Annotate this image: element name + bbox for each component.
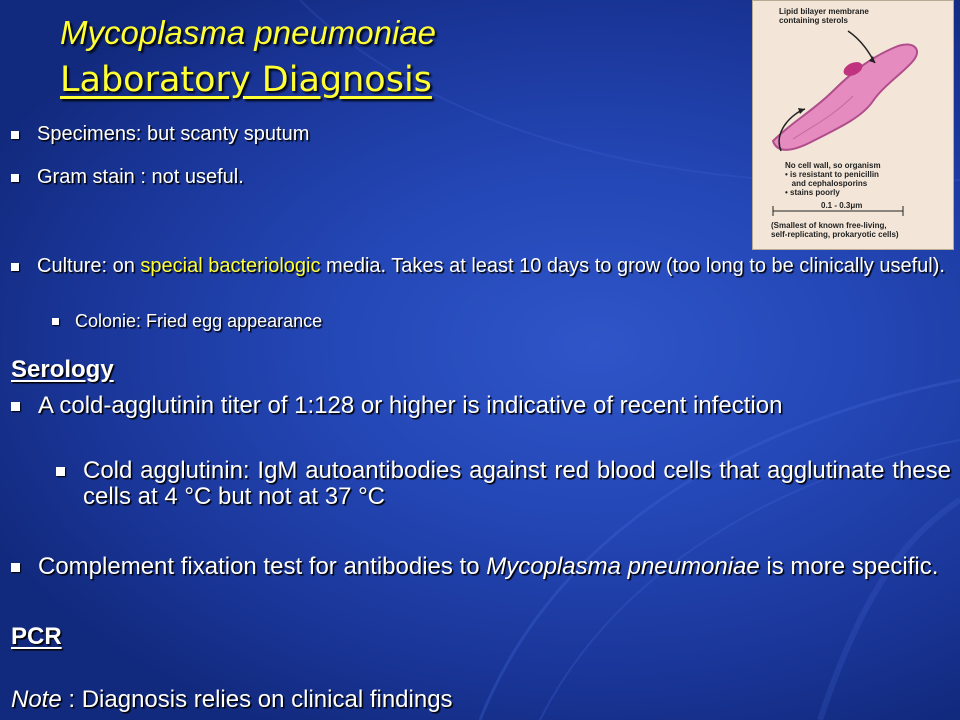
mycoplasma-illustration: [752, 0, 954, 250]
bullet-marker: [11, 563, 20, 572]
culture-suffix: media. Takes at least 10 days to grow (too long to be clinically useful).: [320, 255, 945, 277]
membrane-label-2: containing sterols: [779, 16, 848, 25]
culture-prefix: Culture: on: [37, 255, 141, 277]
bullet-marker: [11, 402, 20, 411]
cold-agglutinin-text: Cold agglutinin: IgM autoantibodies against red blood cells that agglutinate these cells at 4 °C but not at 37 °C: [83, 457, 951, 510]
cold-titer-text: A cold-agglutinin titer of 1:128 or higher is indicative of recent infection: [38, 392, 783, 419]
bullet-cold-agglutinin: [56, 458, 951, 510]
bullet-complement-fixation: [11, 554, 951, 580]
colonie-text: Colonie: Fried egg appearance: [75, 311, 323, 331]
note-text: : Diagnosis relies on clinical findings: [61, 686, 453, 713]
complement-fixation-text: [38, 554, 938, 580]
culture-highlight: special bacteriologic: [140, 255, 321, 277]
cf-prefix: Complement fixation test for antibodies to: [38, 553, 487, 580]
bullet-marker: [52, 318, 59, 325]
bullet-marker: [11, 174, 19, 182]
bullet-gram: [11, 167, 731, 188]
wall-label-3: and cephalosporins: [785, 179, 868, 188]
wall-label-1: No cell wall, so organism: [785, 161, 881, 170]
bullet-specimens: [11, 124, 731, 145]
caption-line-1: (Smallest of known free-living,: [771, 221, 887, 230]
wall-label-2: • is resistant to penicillin: [785, 170, 879, 179]
cf-organism: Mycoplasma pneumoniae: [486, 553, 760, 580]
scale-label: 0.1 - 0.3μm: [821, 201, 863, 210]
specimens-text: Specimens: but scanty sputum: [37, 123, 310, 145]
bullet-culture: [11, 256, 951, 277]
membrane-label-1: Lipid bilayer membrane: [779, 7, 869, 16]
cf-suffix: is more specific.: [759, 553, 939, 580]
slide-title-heading: Laboratory Diagnosis: [60, 60, 432, 100]
gram-text: Gram stain : not useful.: [37, 166, 244, 188]
wall-label-4: • stains poorly: [785, 188, 840, 197]
caption-line-2: self-replicating, prokaryotic cells): [771, 230, 899, 239]
bullet-marker: [11, 263, 19, 271]
bullet-marker: [56, 467, 65, 476]
note-line: [11, 686, 453, 714]
slide-title-organism: Mycoplasma pneumoniae: [60, 14, 437, 51]
mycoplasma-cell-drawing: [753, 1, 953, 249]
note-label: Note: [11, 686, 62, 713]
culture-text: [37, 256, 945, 277]
pcr-heading: PCR: [11, 623, 62, 650]
serology-heading: Serology: [11, 356, 114, 383]
bullet-marker: [11, 131, 19, 139]
bullet-cold-titer: [11, 393, 951, 419]
bullet-colonie: [52, 312, 932, 331]
